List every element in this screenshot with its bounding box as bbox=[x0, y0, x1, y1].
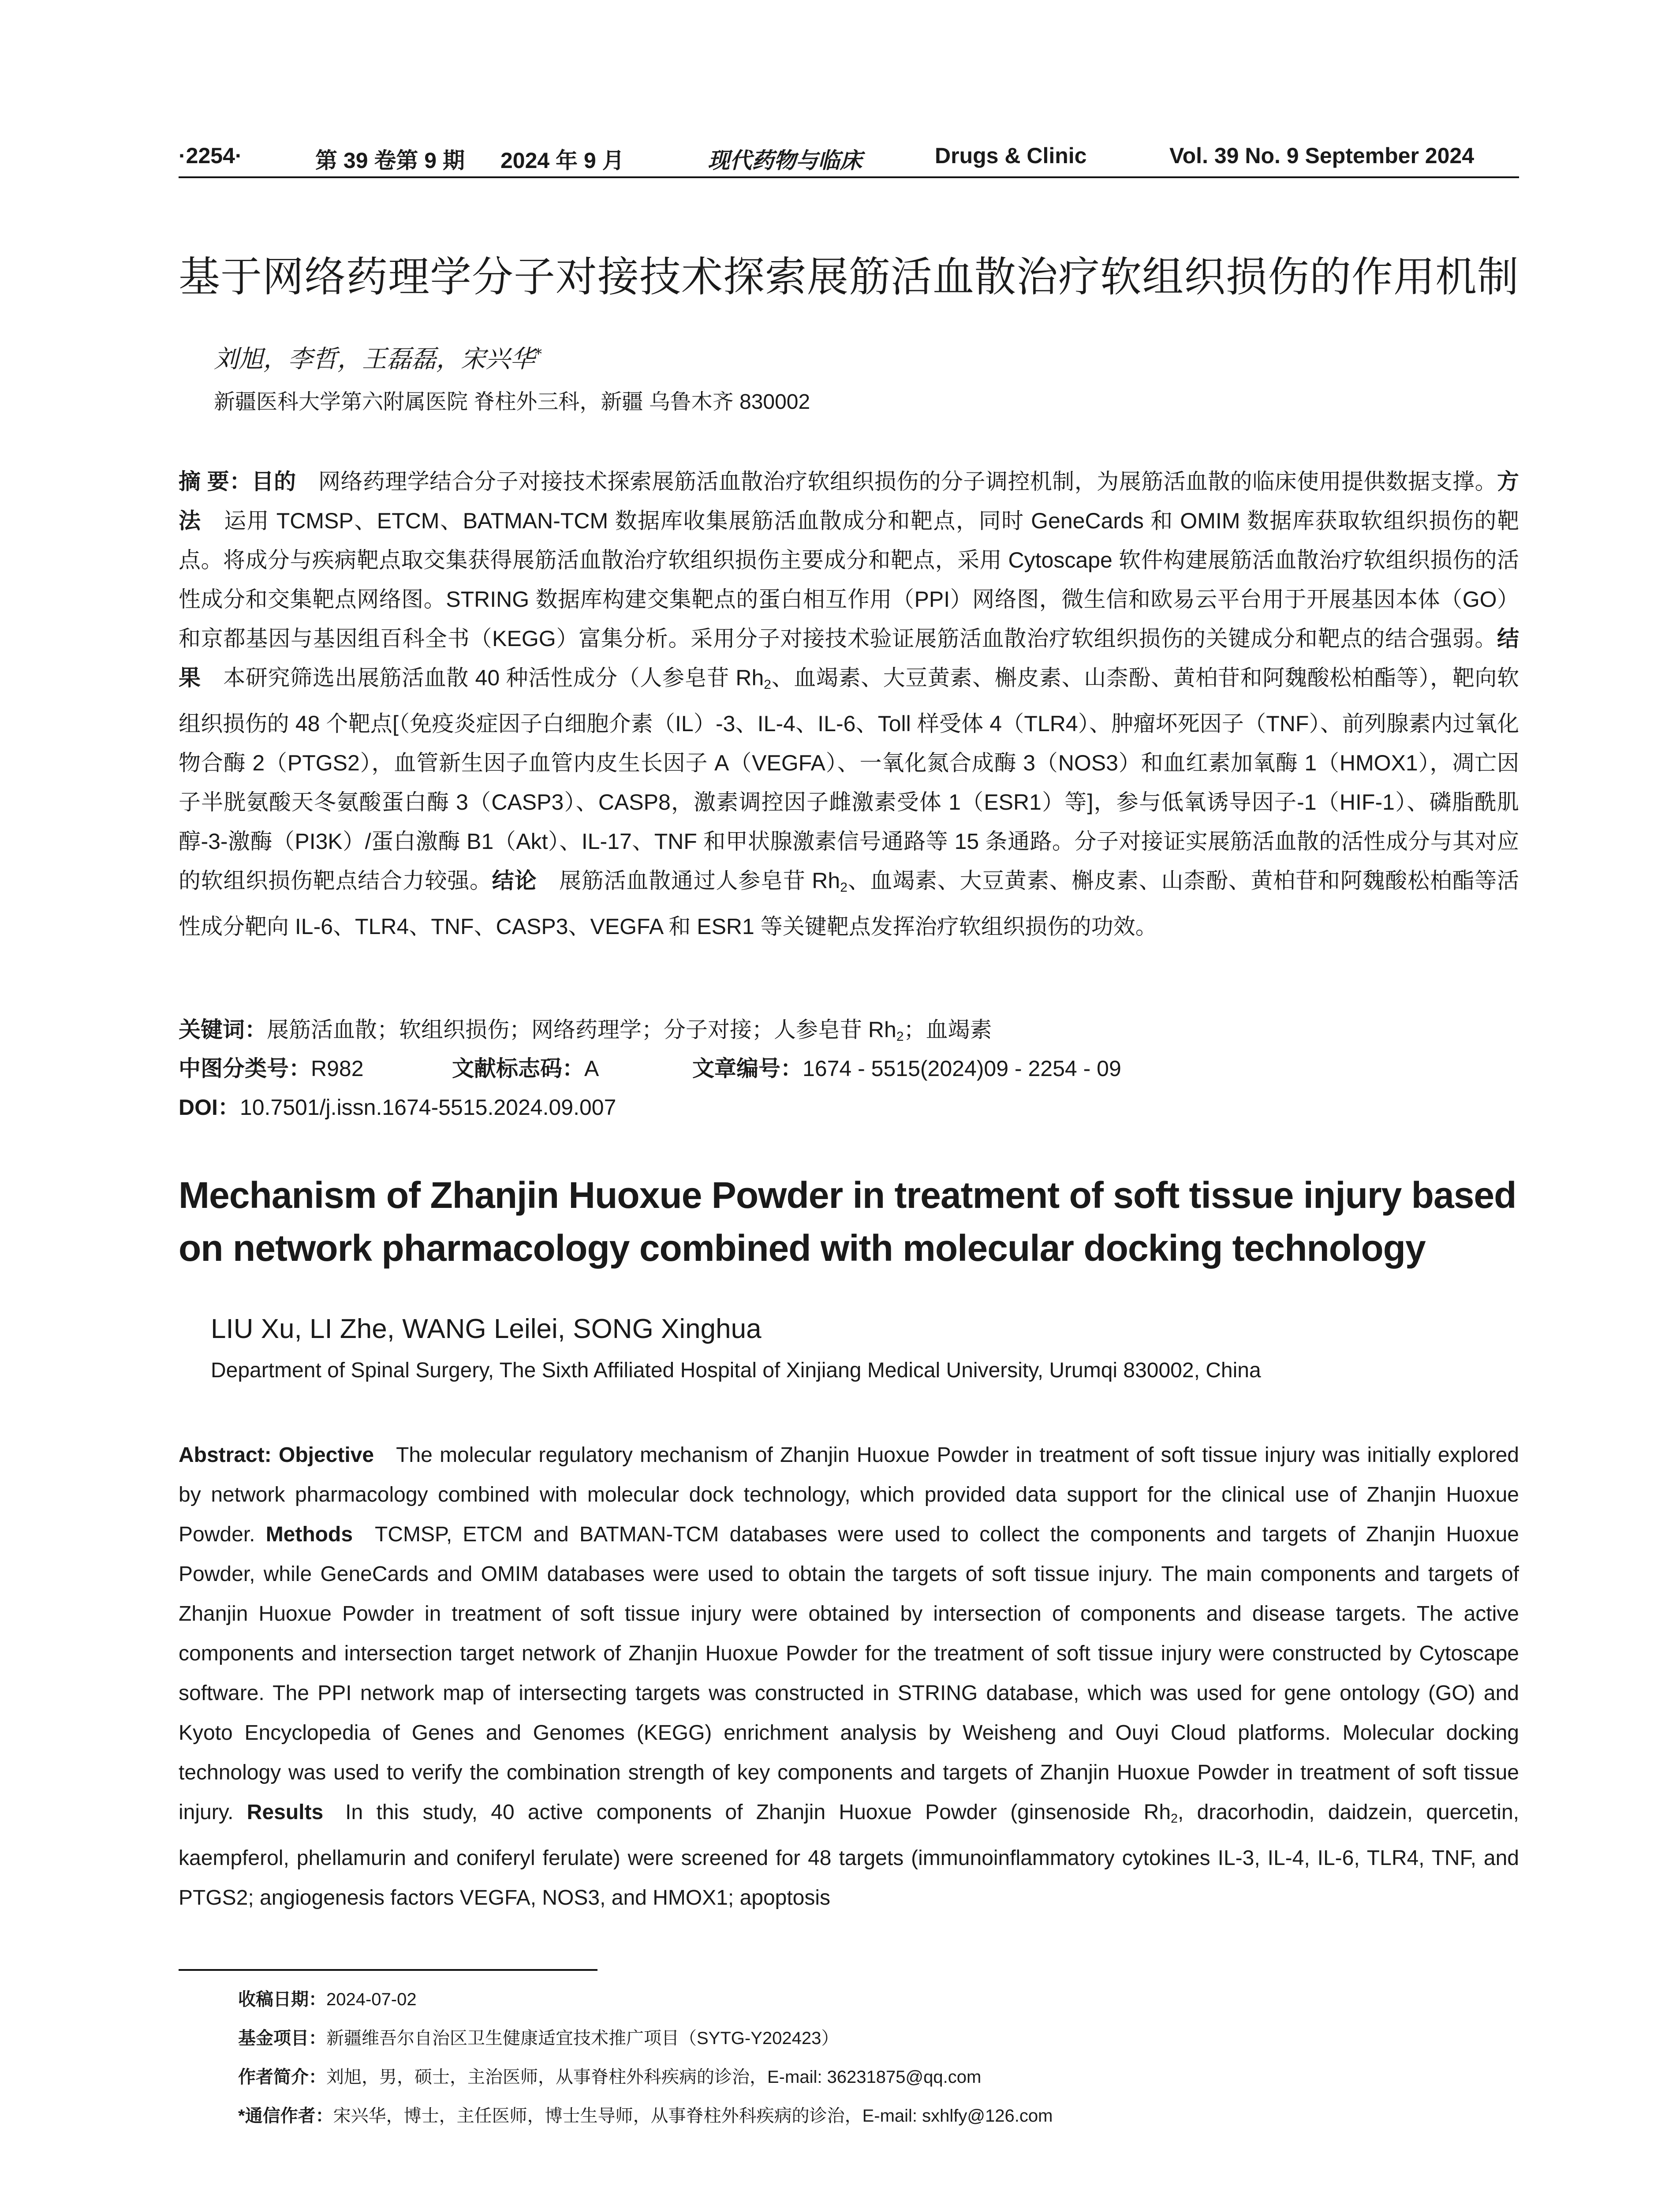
clc-label: 中图分类号： bbox=[179, 1056, 311, 1081]
abstract-cn bbox=[179, 462, 1519, 946]
subscript: 2 bbox=[896, 1029, 904, 1044]
conclusion-text-cn: 展筋活血散通过人参皂苷 Rh bbox=[559, 868, 840, 893]
keywords-text-cn-cont: ；血竭素 bbox=[903, 1017, 992, 1042]
classification-line bbox=[179, 1051, 1519, 1083]
date-cn: 2024 年 9 月 bbox=[500, 148, 624, 173]
footnote-label: 收稿日期： bbox=[238, 1990, 326, 2009]
doc-code-label: 文献标志码： bbox=[452, 1056, 584, 1081]
footnote-corresponding bbox=[238, 2097, 1517, 2135]
volume-issue-en: Vol. 39 No. 9 September 2024 bbox=[1169, 143, 1475, 168]
footnotes bbox=[238, 1980, 1517, 2135]
objective-text-en: The molecular regulatory mechanism of Zhanjin Huoxue Powder in treatment of soft tissue injury was initially explored by network pharmacology combined with molecular dock technology, which provided data support for the clinical use of Zhanjin Huoxue Powder. bbox=[179, 1443, 1519, 1546]
abstract-label-cn: 摘 要： bbox=[179, 469, 252, 494]
results-text-en-cont: , dracorhodin, daidzein, quercetin, kaempferol, phellamurin and coniferyl ferulate) were screened for 48 targets (immunoinflammatory cytokines IL-3, IL-4, IL-6, TLR4, TNF, and PTGS2; angiogenesis factors VEGFA, NOS3, and HMOX1; apoptosis bbox=[179, 1801, 1519, 1910]
objective-label-cn: 目的 bbox=[251, 469, 296, 494]
subscript: 2 bbox=[764, 677, 771, 692]
footnote-text: 刘旭，男，硕士，主治医师，从事脊柱外科疾病的诊治，E-mail: 36231875@qq.com bbox=[326, 2067, 982, 2087]
affiliation-cn: 新疆医科大学第六附属医院 脊柱外三科，新疆 乌鲁木齐 830002 bbox=[214, 390, 810, 414]
footnote-text: 2024-07-02 bbox=[326, 1990, 417, 2009]
authors-en: LIU Xu, LI Zhe, WANG Leilei, SONG Xinghua bbox=[211, 1314, 762, 1344]
keywords-cn bbox=[179, 1012, 1519, 1044]
footnote-text: 新疆维吾尔自治区卫生健康适宜技术推广项目（SYTG-Y202423） bbox=[326, 2029, 839, 2048]
methods-label-cn: 方法 bbox=[179, 469, 1519, 533]
footnote-rule bbox=[179, 1969, 597, 1971]
footnote-label: *通信作者： bbox=[238, 2106, 333, 2126]
article-no-value: 1674 - 5515(2024)09 - 2254 - 09 bbox=[803, 1056, 1121, 1081]
results-text-en: In this study, 40 active components of Zhanjin Huoxue Powder (ginsenoside Rh bbox=[345, 1801, 1171, 1824]
footnote-received bbox=[238, 1980, 1517, 2019]
corresponding-mark: * bbox=[535, 345, 542, 363]
doc-code-value: A bbox=[584, 1056, 599, 1081]
keywords-text-cn: 展筋活血散；软组织损伤；网络药理学；分子对接；人参皂苷 Rh bbox=[267, 1017, 896, 1042]
abstract-label-en: Abstract: Objective bbox=[179, 1443, 374, 1467]
authors-cn-names: 刘旭，李哲，王磊磊，宋兴华 bbox=[214, 345, 535, 374]
article-no-label: 文章编号： bbox=[692, 1056, 803, 1081]
running-header bbox=[179, 139, 1519, 177]
results-text-cn: 本研究筛选出展筋活血散 40 种活性成分（人参皂苷 Rh bbox=[223, 665, 764, 690]
affiliation-en: Department of Spinal Surgery, The Sixth Affiliated Hospital of Xinjiang Medical University, Urumqi 830002, China bbox=[211, 1359, 1261, 1382]
footnote-funding bbox=[238, 2019, 1517, 2058]
results-text-cn-cont: 、血竭素、大豆黄素、槲皮素、山柰酚、黄柏苷和阿魏酸松柏酯等），靶向软组织损伤的 48 个靶点[（免疫炎症因子白细胞介素（IL）-3、IL-4、IL-6、Toll 样受体 4（TLR4）、肿瘤坏死因子（TNF）、前列腺素内过氧化物合酶 2（PTGS2），血管新生因子血管内皮生长因子 A（VEGFA）、一氧化氮合成酶 3（NOS3）和血红素加氧酶 1（HMOX1），凋亡因子半胱氨酸天冬氨酸蛋白酶 3（CASP3）、CASP8，激素调控因子雌激素受体 1（ESR1）等]，参与低氧诱导因子-1（HIF-1）、磷脂酰肌醇-3-激酶（PI3K）/蛋白激酶 B1（Akt）、IL-17、TNF 和甲状腺激素信号通路等 15 条通路。分子对接证实展筋活血散的活性成分与其对应的软组织损伤靶点结合力较强。 bbox=[179, 665, 1519, 893]
journal-name-cn: 现代药物与临床 bbox=[708, 147, 862, 173]
objective-text-cn: 网络药理学结合分子对接技术探索展筋活血散治疗软组织损伤的分子调控机制，为展筋活血散的临床使用提供数据支撑。 bbox=[318, 469, 1497, 494]
subscript: 2 bbox=[840, 880, 847, 895]
title-cn: 基于网络药理学分子对接技术探索展筋活血散治疗软组织损伤的作用机制 bbox=[179, 254, 1519, 300]
journal-name-en: Drugs & Clinic bbox=[935, 143, 1087, 168]
footnote-author-bio bbox=[238, 2058, 1517, 2097]
title-en: Mechanism of Zhanjin Huoxue Powder in treatment of soft tissue injury based on network pharmacology combined with molecular docking technology bbox=[179, 1174, 1516, 1269]
doi-line bbox=[179, 1090, 1519, 1121]
footnote-text: 宋兴华，博士，主任医师，博士生导师，从事脊柱外科疾病的诊治，E-mail: sxhlfy@126.com bbox=[333, 2106, 1053, 2126]
authors-cn bbox=[214, 340, 542, 375]
conclusion-text-cn-cont: 、血竭素、大豆黄素、槲皮素、山柰酚、黄柏苷和阿魏酸松柏酯等活性成分靶向 IL-6、TLR4、TNF、CASP3、VEGFA 和 ESR1 等关键靶点发挥治疗软组织损伤的功效。 bbox=[179, 868, 1519, 939]
subscript: 2 bbox=[1171, 1812, 1178, 1826]
methods-text-cn: 运用 TCMSP、ETCM、BATMAN-TCM 数据库收集展筋活血散成分和靶点，同时 GeneCards 和 OMIM 数据库获取软组织损伤的靶点。将成分与疾病靶点取交集获得展筋活血散治疗软组织损伤主要成分和靶点，采用 Cytoscape 软件构建展筋活血散治疗软组织损伤的活性成分和交集靶点网络图。STRING 数据库构建交集靶点的蛋白相互作用（PPI）网络图，微生信和欧易云平台用于开展基因本体（GO）和京都基因与基因组百科全书（KEGG）富集分析。采用分子对接技术验证展筋活血散治疗软组织损伤的关键成分和靶点的结合强弱。 bbox=[179, 508, 1519, 651]
results-label-cn: 结果 bbox=[179, 626, 1519, 690]
conclusion-label-cn: 结论 bbox=[492, 868, 537, 893]
abstract-en bbox=[179, 1435, 1519, 1918]
header-rule bbox=[179, 176, 1519, 178]
doi-value: 10.7501/j.issn.1674-5515.2024.09.007 bbox=[239, 1095, 616, 1120]
clc-value: R982 bbox=[311, 1056, 364, 1081]
page-number: ·2254· bbox=[179, 143, 243, 168]
keywords-label-cn: 关键词： bbox=[179, 1017, 267, 1042]
footnote-label: 基金项目： bbox=[238, 2029, 326, 2048]
doi-label: DOI： bbox=[179, 1095, 240, 1120]
methods-label-en: Methods bbox=[265, 1523, 353, 1546]
volume-issue-cn: 第 39 卷第 9 期 bbox=[315, 148, 465, 173]
methods-text-en: TCMSP, ETCM and BATMAN-TCM databases were used to collect the components and targets of Zhanjin Huoxue Powder, while GeneCards and OMIM databases were used to obtain the targets of soft tissue injury. The main components and targets of Zhanjin Huoxue Powder in treatment of soft tissue injury were obtained by intersection of components and disease targets. The active components and intersection target network of Zhanjin Huoxue Powder for the treatment of soft tissue injury were constructed by Cytoscape software. The PPI network map of intersecting targets was constructed in STRING database, which was used for gene ontology (GO) and Kyoto Encyclopedia of Genes and Genomes (KEGG) enrichment analysis by Weisheng and Ouyi Cloud platforms. Molecular docking technology was used to verify the combination strength of key components and targets of Zhanjin Huoxue Powder in treatment of soft tissue injury. bbox=[179, 1523, 1519, 1824]
results-label-en: Results bbox=[246, 1801, 324, 1824]
footnote-label: 作者简介： bbox=[238, 2067, 326, 2087]
